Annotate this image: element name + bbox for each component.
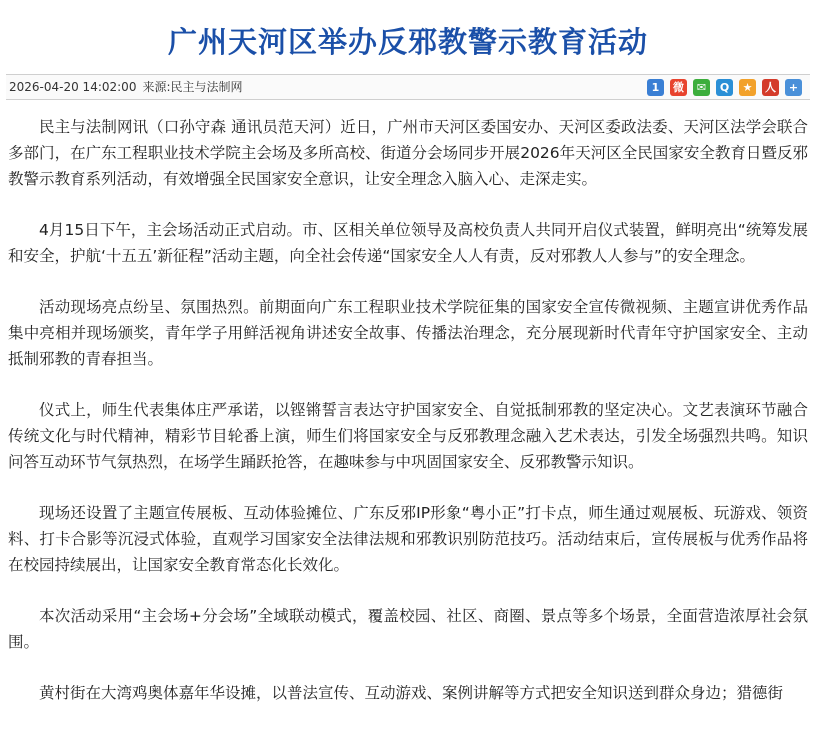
paragraph: 民主与法制网讯（口孙守森 通讯员范天河）近日，广州市天河区委国安办、天河区委政法委、天河区法学会联合多部门，在广东工程职业技术学院主会场及多所高校、街道分会场同步开展2026年天河区全民国家安全教育日暨反邪教警示教育系列活动，有效增强全民国家安全意识，让安全理念入脑入心、走深走实。 [8,118,808,188]
qzone-icon[interactable]: Q [716,79,733,96]
paragraph: 4月15日下午，主会场活动正式启动。市、区相关单位领导及高校负责人共同开启仪式装置，鲜明亮出“统筹发展和安全，护航‘十五五’新征程”活动主题，向全社会传递“国家安全人人有责，反对邪教人人参与”的安全理念。 [8,221,808,265]
publish-date: 2026-04-20 14:02:00 [9,80,137,94]
star-icon[interactable]: ★ [739,79,756,96]
paragraph: 活动现场亮点纷呈、氛围热烈。前期面向广东工程职业技术学院征集的国家安全宣传微视频、主题宣讲优秀作品集中亮相并现场颁奖，青年学子用鲜活视角讲述安全故事、传播法治理念，充分展现新时代青年守护国家安全、主动抵制邪教的青春担当。 [8,298,808,368]
share-toolbar [647,79,802,96]
source-label: 来源: [142,80,171,94]
article-meta [9,79,249,95]
more-icon[interactable]: + [785,79,802,96]
paragraph: 现场还设置了主题宣传展板、互动体验摊位、广东反邪IP形象“粤小正”打卡点，师生通过观展板、玩游戏、领资料、打卡合影等沉浸式体验，直观学习国家安全法律法规和邪教识别防范技巧。活动结束后，宣传展板与优秀作品将在校园持续展出，让国家安全教育常态化长效化。 [8,504,808,574]
share-1-icon[interactable]: 1 [647,79,664,96]
paragraph: 仪式上，师生代表集体庄严承诺，以铿锵誓言表达守护国家安全、自觉抵制邪教的坚定决心。文艺表演环节融合传统文化与时代精神，精彩节目轮番上演，师生们将国家安全与反邪教理念融入艺术表达，引发全场强烈共鸣。知识问答互动环节气氛热烈，在场学生踊跃抢答，在趣味参与中巩固国家安全、反邪教警示知识。 [8,401,808,471]
wechat-icon[interactable]: ✉ [693,79,710,96]
renren-icon[interactable]: 人 [762,79,779,96]
paragraph: 黄村街在大湾鸡奥体嘉年华设摊，以普法宣传、互动游戏、案例讲解等方式把安全知识送到群众身边；猎德街 [39,684,784,702]
article-title: 广州天河区举办反邪教警示教育活动 [167,25,648,59]
article-meta-bar [6,74,810,100]
weibo-icon[interactable]: 微 [670,79,687,96]
source-name: 民主与法制网 [170,80,243,94]
article-body [8,114,808,731]
paragraph: 本次活动采用“主会场+分会场”全域联动模式，覆盖校园、社区、商圈、景点等多个场景，全面营造浓厚社会氛围。 [8,607,808,651]
